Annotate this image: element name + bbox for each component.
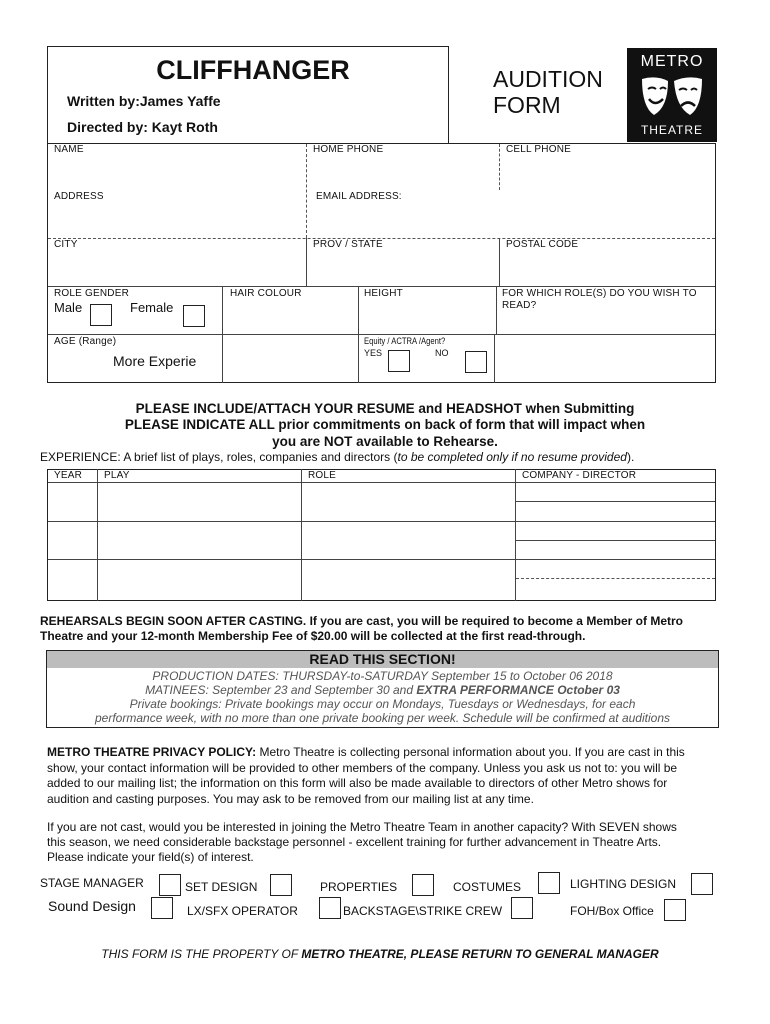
city-field[interactable] [49, 252, 304, 284]
form-title-line2: FORM [493, 92, 561, 118]
rehearsals-line2: Theatre and your 12-month Membership Fee of $20.00 will be collected at the first read-through. [40, 629, 586, 643]
roles-wish-field[interactable] [498, 314, 713, 334]
lighting-design-checkbox[interactable] [691, 873, 713, 895]
email-label: EMAIL ADDRESS: [316, 191, 402, 202]
postal-code-label: POSTAL CODE [506, 239, 579, 250]
backstage-checkbox[interactable] [511, 897, 533, 919]
notice-line2: PLEASE INDICATE ALL prior commitments on back of form that will impact when [124, 417, 646, 432]
experience-intro: EXPERIENCE: A brief list of plays, roles, companies and directors (to be completed only if no resume provided). [40, 450, 635, 464]
costumes-checkbox[interactable] [538, 872, 560, 894]
stage-manager-checkbox[interactable] [159, 874, 181, 896]
directed-by: Directed by: Kayt Roth [67, 119, 218, 135]
costumes-label: COSTUMES [453, 880, 522, 894]
logo-bottom-text: THEATRE [640, 123, 704, 137]
production-dates: PRODUCTION DATES: THURSDAY-to-SATURDAY September 15 to October 06 2018 [152, 669, 613, 683]
set-design-checkbox[interactable] [270, 874, 292, 896]
set-design-label: SET DESIGN [185, 880, 258, 894]
rehearsals-line1: REHEARSALS BEGIN SOON AFTER CASTING. If you are cast, you will be required to become a Member of Metro [40, 614, 683, 628]
matinees: MATINEES: September 23 and September 30 and EXTRA PERFORMANCE October 03 [145, 683, 620, 697]
prov-state-label: PROV / STATE [313, 239, 383, 250]
logo-top-text: METRO [640, 53, 704, 70]
sound-design-label: Sound Design [48, 898, 136, 914]
female-label: Female [130, 300, 174, 315]
cell-phone-field[interactable] [501, 157, 713, 187]
lighting-design-label: LIGHTING DESIGN [570, 877, 677, 891]
age-range-field[interactable]: More Experie [113, 353, 197, 369]
privacy-line1: METRO THEATRE PRIVACY POLICY: Metro Theatre is collecting personal information about you. If you are cast in this [47, 745, 685, 759]
col-year: YEAR [54, 470, 83, 481]
privacy-line2: show, your contact information will be provided to other members of the company. Unless you ask us not to: you will be [47, 761, 678, 775]
privacy-line3: added to our mailing list; the information on this form will also be made available to directors of other Metro shows for [47, 776, 668, 790]
equity-yes-checkbox[interactable] [388, 350, 410, 372]
home-phone-field[interactable] [308, 157, 498, 187]
col-role: ROLE [308, 470, 337, 481]
city-label: CITY [54, 239, 78, 250]
footer-note: THIS FORM IS THE PROPERTY OF METRO THEATRE, PLEASE RETURN TO GENERAL MANAGER [101, 947, 659, 961]
properties-label: PROPERTIES [320, 880, 398, 894]
female-checkbox[interactable] [183, 305, 205, 327]
home-phone-label: HOME PHONE [313, 144, 384, 155]
hair-colour-field[interactable] [224, 300, 356, 334]
read-section-heading: READ THIS SECTION! [47, 651, 718, 668]
age-extra-field[interactable] [224, 336, 356, 382]
notice-line3: you are NOT available to Rehearse. [272, 434, 498, 449]
male-label: Male [54, 300, 83, 315]
notice-line1: PLEASE INCLUDE/ATTACH YOUR RESUME and HEADSHOT when Submitting [135, 401, 635, 416]
table-row[interactable] [48, 483, 715, 520]
role-gender-label: ROLE GENDER [54, 288, 129, 299]
no-label: NO [435, 348, 449, 358]
age-range-label: AGE (Range) [54, 336, 117, 347]
address-label: ADDRESS [54, 191, 104, 202]
metro-theatre-logo [627, 48, 717, 142]
hair-colour-label: HAIR COLOUR [230, 288, 302, 299]
stage-manager-label: STAGE MANAGER [40, 876, 144, 890]
col-company-director: COMPANY - DIRECTOR [522, 470, 637, 481]
height-label: HEIGHT [364, 288, 403, 299]
table-row[interactable] [48, 522, 715, 558]
theatre-masks-icon [634, 73, 710, 121]
cell-phone-label: CELL PHONE [506, 144, 571, 155]
foh-checkbox[interactable] [664, 899, 686, 921]
male-checkbox[interactable] [90, 304, 112, 326]
col-play: PLAY [104, 470, 130, 481]
privacy-line4: audition and casting purposes. You may ask to be removed from our mailing list at any time. [47, 792, 534, 806]
form-title-line1: AUDITION [493, 66, 603, 92]
team-line3: Please indicate your field(s) of interest. [47, 850, 254, 864]
prov-state-field[interactable] [308, 252, 498, 284]
backstage-label: BACKSTAGE\STRIKE CREW [343, 904, 503, 918]
private-bookings-2: performance week, with no more than one private booking per week. Schedule will be confirmed at auditions [95, 711, 670, 725]
team-line2: this season, we need considerable backstage personnel - excellent training for further advancement in Theatre Arts. [47, 835, 662, 849]
play-title: CLIFFHANGER [156, 55, 350, 85]
height-field[interactable] [360, 300, 494, 334]
lx-sfx-checkbox[interactable] [319, 897, 341, 919]
email-field[interactable] [310, 204, 713, 236]
lx-sfx-label: LX/SFX OPERATOR [187, 904, 298, 918]
postal-code-field[interactable] [501, 252, 713, 284]
properties-checkbox[interactable] [412, 874, 434, 896]
private-bookings-1: Private bookings: Private bookings may occur on Mondays, Tuesdays or Wednesdays, for each [129, 697, 636, 711]
equity-label: Equity / ACTRA /Agent? [364, 336, 446, 346]
equity-no-checkbox[interactable] [465, 351, 487, 373]
sound-design-checkbox[interactable] [151, 897, 173, 919]
foh-label: FOH/Box Office [570, 904, 654, 918]
name-label: NAME [54, 144, 84, 155]
yes-label: YES [364, 348, 383, 358]
team-line1: If you are not cast, would you be interested in joining the Metro Theatre Team in another capacity? With SEVEN shows [47, 820, 677, 834]
roles-wish-label: FOR WHICH ROLE(S) DO YOU WISH TO READ? [502, 288, 697, 311]
written-by: Written by:James Yaffe [67, 93, 221, 109]
table-row[interactable] [48, 560, 715, 600]
